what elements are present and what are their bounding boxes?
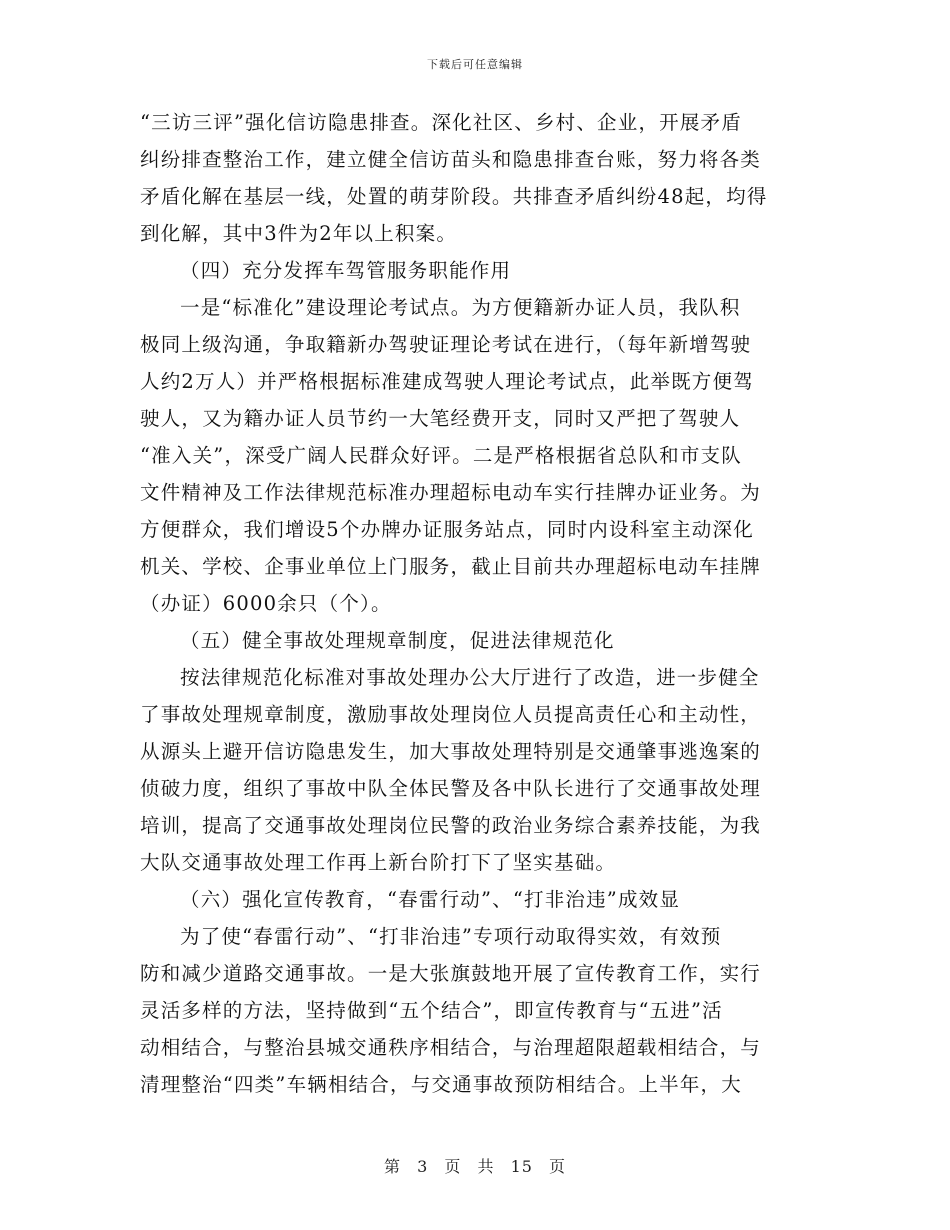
text-line: 驶人，又为籍办证人员节约一大笔经费开支，同时又严把了驾驶人	[140, 407, 741, 430]
text-line: 极同上级沟通，争取籍新办驾驶证理论考试在进行，（每年新增驾驶	[140, 333, 752, 356]
footer-suffix: 页	[549, 1157, 567, 1176]
text-line: （五）健全事故处理规章制度，促进法律规范化	[180, 629, 615, 652]
text-line: 侦破力度，组织了事故中队全体民警及各中队长进行了交通事故处理	[140, 777, 762, 800]
text-line: （四）充分发挥车驾管服务职能作用	[180, 259, 512, 282]
text-line: 大队交通事故处理工作再上新台阶打下了坚实基础。	[140, 851, 617, 874]
footer-prefix: 第	[383, 1157, 401, 1176]
page-footer	[0, 1154, 950, 1177]
footer-page-number: 3	[417, 1157, 429, 1176]
text-line: 到化解，其中3件为2年以上积案。	[140, 222, 458, 245]
text-line: （六）强化宣传教育，“春雷行动”、“打非治违”成效显	[180, 888, 681, 911]
page-header: 下载后可任意编辑	[427, 58, 523, 71]
text-line: 方便群众，我们增设5个办牌办证服务站点，同时内设科室主动深化	[140, 518, 754, 541]
text-line: 了事故处理规章制度，激励事故处理岗位人员提高责任心和主动性，	[140, 703, 762, 726]
footer-total-pages: 15	[510, 1157, 533, 1176]
text-line: 为了使“春雷行动”、“打非治违”专项行动取得实效，有效预	[180, 925, 722, 948]
text-line: “三访三评”强化信访隐患排查。深化社区、乡村、企业，开展矛盾	[140, 111, 742, 134]
text-line: 动相结合，与整治县城交通秩序相结合，与治理超限超载相结合，与	[140, 1036, 762, 1059]
text-line: 灵活多样的方法，坚持做到“五个结合”，即宣传教育与“五进”活	[140, 999, 723, 1022]
document-body	[140, 104, 800, 1103]
text-line: 培训，提高了交通事故处理岗位民警的政治业务综合素养技能，为我	[140, 814, 762, 837]
text-line: 纠纷排查整治工作，建立健全信访苗头和隐患排查台账，努力将各类	[140, 148, 762, 171]
text-line: 矛盾化解在基层一线，处置的萌芽阶段。共排查矛盾纠纷48起，均得	[140, 185, 768, 208]
text-line: 文件精神及工作法律规范标准办理超标电动车实行挂牌办证业务。为	[140, 481, 762, 504]
text-line: （办证）6000余只（个）。	[140, 592, 392, 615]
footer-page-word: 页	[444, 1157, 462, 1176]
text-line: 按法律规范化标准对事故处理办公大厅进行了改造，进一步健全	[180, 666, 760, 689]
text-line: 防和减少道路交通事故。一是大张旗鼓地开展了宣传教育工作，实行	[140, 962, 762, 985]
text-line: 一是“标准化”建设理论考试点。为方便籍新办证人员，我队积	[180, 296, 741, 319]
text-line: 从源头上避开信访隐患发生，加大事故处理特别是交通肇事逃逸案的	[140, 740, 762, 763]
footer-total-word: 共	[477, 1157, 495, 1176]
text-line: 清理整治“四类”车辆相结合，与交通事故预防相结合。上半年，大	[140, 1073, 742, 1096]
text-line: 人约2万人）并严格根据标准建成驾驶人理论考试点，此举既方便驾	[140, 370, 754, 393]
text-line: 机关、学校、企事业单位上门服务，截止目前共办理超标电动车挂牌	[140, 555, 762, 578]
text-line: “准入关”，深受广阔人民群众好评。二是严格根据省总队和市支队	[140, 444, 742, 467]
